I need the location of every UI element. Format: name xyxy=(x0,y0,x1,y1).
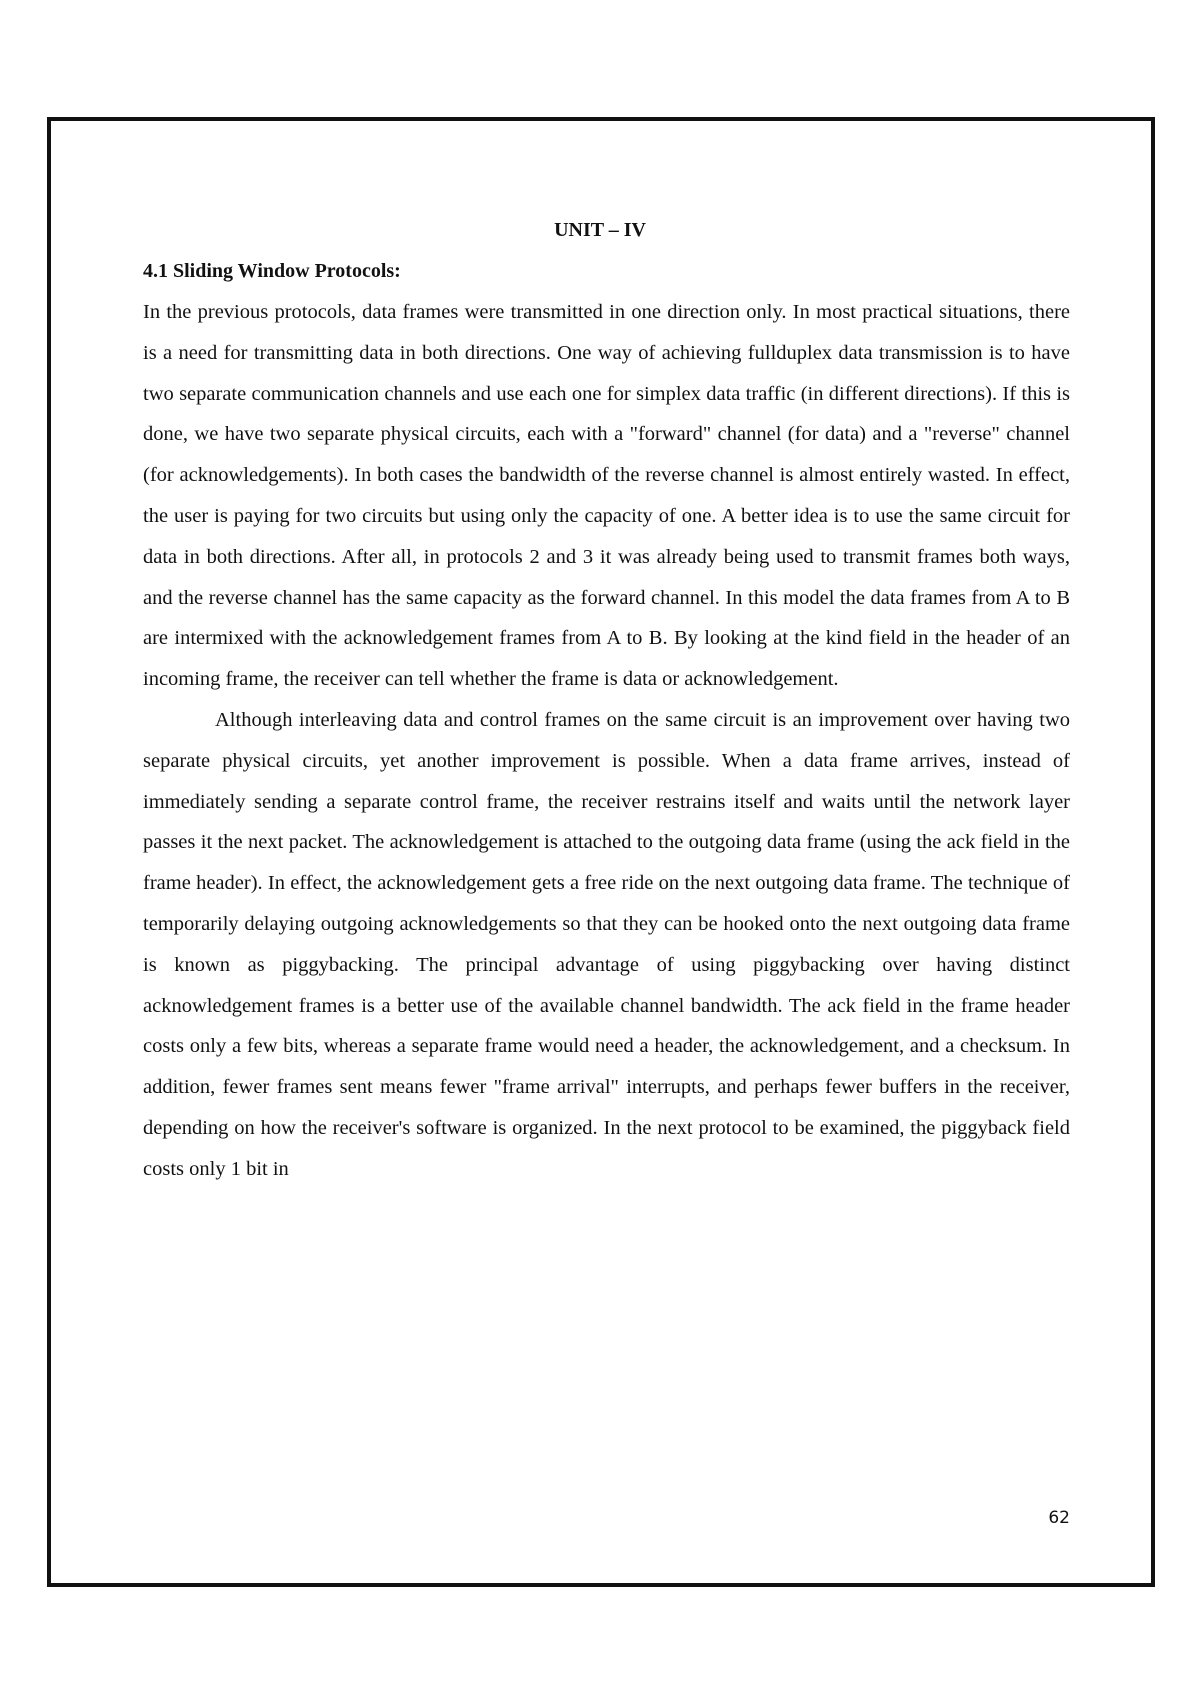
paragraph-1: In the previous protocols, data frames were transmitted in one direction only. In most practical situations, there is a need for transmitting data in both directions. One way of achieving fullduplex data transmission is to have two separate communication channels and use each one for simplex data traffic (in different directions). If this is done, we have two separate physical circuits, each with a "forward" channel (for data) and a "reverse" channel (for acknowledgements). In both cases the bandwidth of the reverse channel is almost entirely wasted. In effect, the user is paying for two circuits but using only the capacity of one. A better idea is to use the same circuit for data in both directions. After all, in protocols 2 and 3 it was already being used to transmit frames both ways, and the reverse channel has the same capacity as the forward channel. In this model the data frames from A to B are intermixed with the acknowledgement frames from A to B. By looking at the kind field in the header of an incoming frame, the receiver can tell whether the frame is data or acknowledgement. xyxy=(143,301,1070,691)
body-text xyxy=(143,292,1070,1190)
page-number: 62 xyxy=(1048,1508,1070,1528)
section-heading: 4.1 Sliding Window Protocols: xyxy=(143,260,401,282)
paragraph-2: Although interleaving data and control frames on the same circuit is an improvement over having two separate physical circuits, yet another improvement is possible. When a data frame arrives, instead of immediately sending a separate control frame, the receiver restrains itself and waits until the network layer passes it the next packet. The acknowledgement is attached to the outgoing data frame (using the ack field in the frame header). In effect, the acknowledgement gets a free ride on the next outgoing data frame. The technique of temporarily delaying outgoing acknowledgements so that they can be hooked onto the next outgoing data frame is known as piggybacking. The principal advantage of using piggybacking over having distinct acknowledgement frames is a better use of the available channel bandwidth. The ack field in the frame header costs only a few bits, whereas a separate frame would need a header, the acknowledgement, and a checksum. In addition, fewer frames sent means fewer "frame arrival" interrupts, and perhaps fewer buffers in the receiver, depending on how the receiver's software is organized. In the next protocol to be examined, the piggyback field costs only 1 bit in xyxy=(143,708,1070,1180)
unit-heading: UNIT – IV xyxy=(554,219,646,241)
